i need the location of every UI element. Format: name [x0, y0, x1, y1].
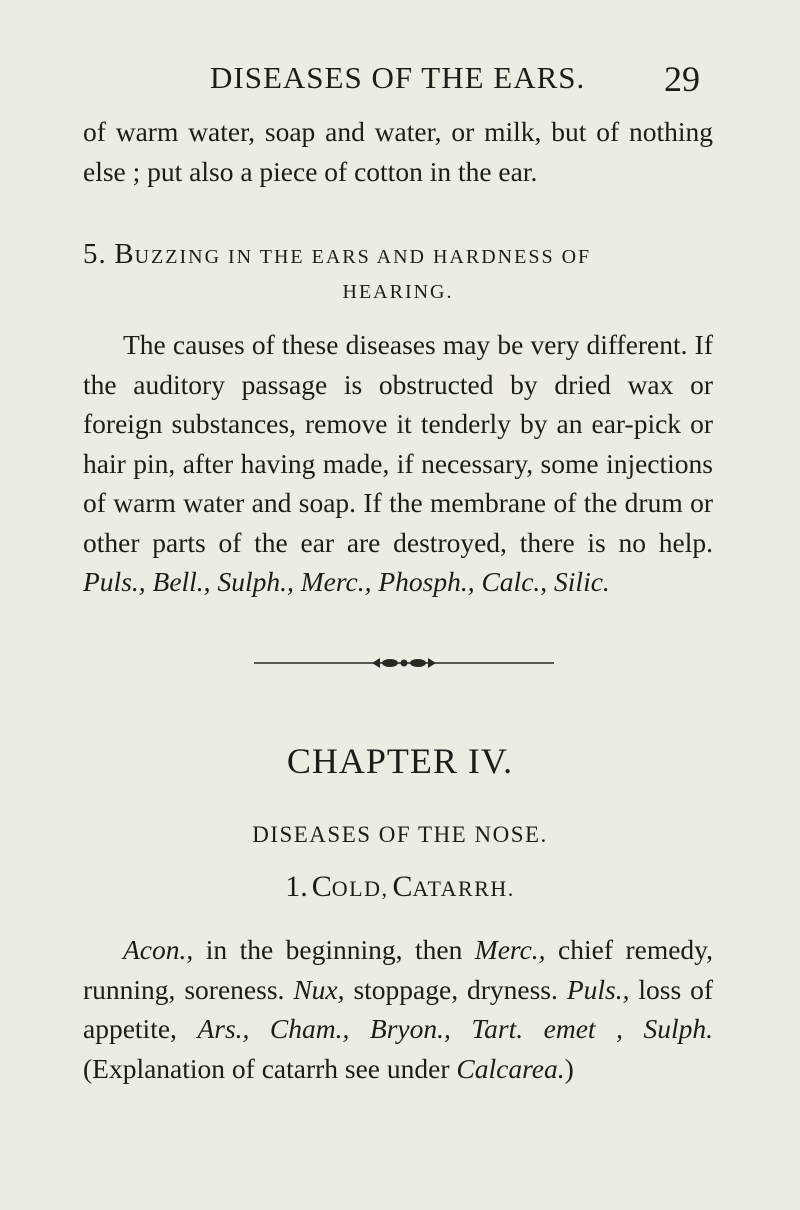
ornamental-divider [254, 655, 554, 671]
text-run: chief remedy, running, soreness. [83, 934, 713, 1005]
text-run: in the beginning, then [193, 934, 475, 965]
section-title-rest: OLD, [331, 876, 389, 901]
paragraph-buzzing [83, 325, 713, 602]
section-title-initial: C [311, 870, 332, 903]
remedy: Puls., [83, 566, 146, 597]
text-run: loss of appetite, [83, 973, 713, 1044]
remedy: Silic. [554, 566, 610, 597]
remedy: Calcarea. [456, 1052, 565, 1084]
section-title-rest: UZZING IN THE EARS AND HARDNESS OF [134, 246, 592, 268]
remedy: Merc., [300, 566, 372, 597]
page-number: 29 [664, 59, 700, 99]
paragraph-cold [83, 930, 713, 1088]
paragraph-continuation: of warm water, soap and water, or milk, but of nothing else ; put also a piece of cotton in the ear. [83, 116, 713, 187]
remedy: Puls., [566, 973, 630, 1005]
chapter-title: CHAPTER IV. [286, 741, 514, 781]
remedy: Sulph. [643, 1013, 714, 1044]
section-heading-buzzing [83, 238, 713, 304]
section-title-initial: C [392, 870, 413, 903]
section-title-rest: ATARRH. [412, 876, 515, 901]
paragraph-buzzing-text: The causes of these diseases may be very different. If the auditory passage is obstructed by dried wax or foreign substances, remove it tenderly by an ear-pick or hair pin, after having made, if necessary, some injections of warm water and soap. If the membrane of the drum or other parts of the ear are destroyed, there is no help. [83, 329, 713, 558]
text-run: (Explanation of catarrh see under [83, 1052, 457, 1084]
remedy: Bryon., [369, 1013, 451, 1044]
section-heading-cold [0, 870, 800, 904]
remedy: Ars., [197, 1013, 250, 1044]
remedy: Acon., [123, 934, 194, 965]
section-title-line2: HEARING. [342, 281, 454, 303]
remedy: Calc., [481, 566, 548, 597]
running-head [0, 60, 800, 104]
chapter-subtitle: DISEASES OF THE NOSE. [252, 822, 548, 847]
remedy: Merc., [474, 934, 546, 965]
remedy: Bell., [152, 566, 211, 597]
section-number: 5. [83, 238, 107, 270]
text-run: ) [564, 1052, 574, 1084]
section-title-initial: B [114, 238, 135, 270]
text-run: stoppage, dryness. [344, 973, 567, 1005]
running-title: DISEASES OF THE EARS. [210, 60, 586, 95]
remedy: Phosph., [378, 566, 475, 597]
remedy: Tart. emet , [471, 1013, 623, 1044]
section-number: 1. [285, 870, 308, 903]
remedy: Cham., [269, 1013, 350, 1044]
remedy: Sulph., [217, 566, 294, 597]
remedy: Nux, [293, 973, 345, 1005]
